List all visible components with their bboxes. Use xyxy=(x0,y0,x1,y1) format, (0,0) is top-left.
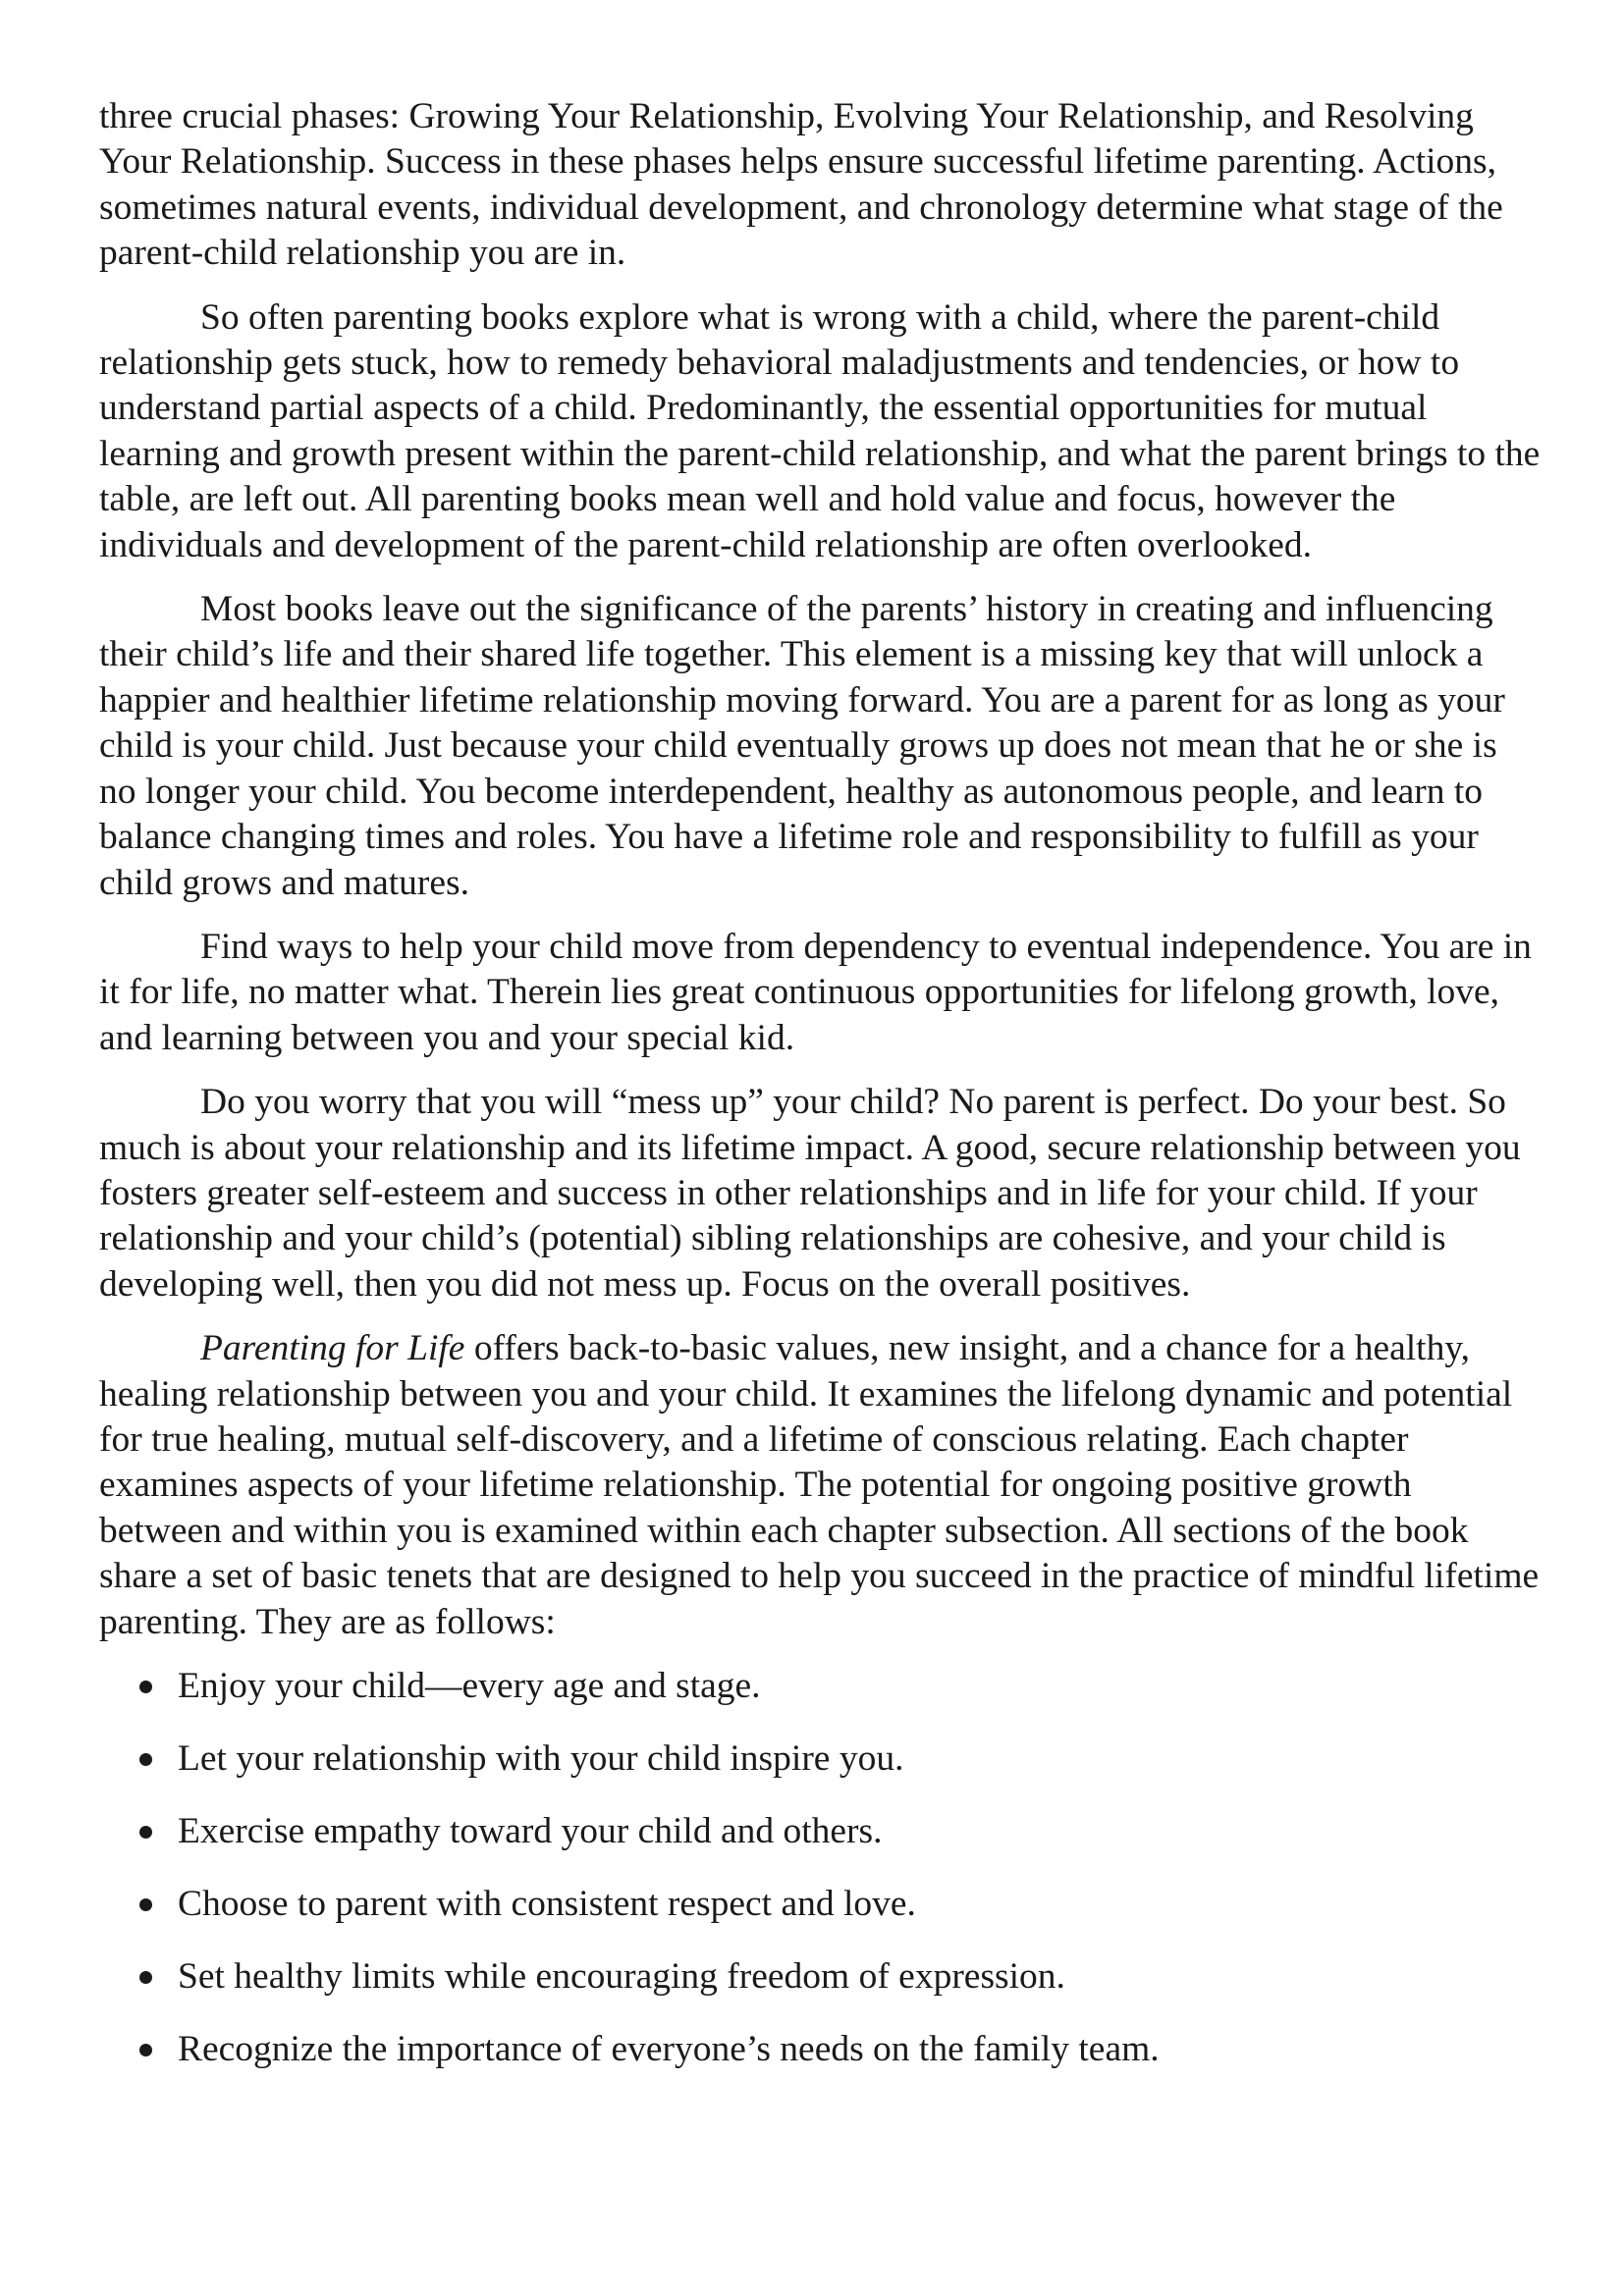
paragraph-independence: Find ways to help your child move from dependency to eventual independence. You are in it for life, no matter what. Therein lies great continuous opportunities for lifelong growth, love, and learning between you and your special kid. xyxy=(99,926,1532,1058)
list-item-text: Recognize the importance of everyone’s needs on the family team. xyxy=(178,2029,1160,2070)
paragraph-parents-history: Most books leave out the significance of the parents’ history in creating and influencing their child’s life and their shared life together. This element is a missing key that will unlock a happier and healthier lifetime relationship moving forward. You are a parent for as long as your child is your child. Just because your child eventually grows up does not mean that he or she is no longer your child. You become interdependent, healthy as autonomous people, and learn to balance changing times and roles. You have a lifetime role and responsibility to fulfill as your child grows and matures. xyxy=(99,589,1505,903)
bullet-icon xyxy=(139,1681,152,1693)
list-item xyxy=(99,1954,1543,2000)
bullet-icon xyxy=(139,1826,152,1839)
paragraph-phases: three crucial phases: Growing Your Relationship, Evolving Your Relationship, and Resolving Your Relationship. Success in these phases helps ensure successful lifetime parenting. Actions, sometimes natural events, individual development, and chronology determine what stage of the parent-child relationship you are in. xyxy=(99,96,1503,274)
list-item-text: Choose to parent with consistent respect and love. xyxy=(178,1884,916,1925)
book-title: Parenting for Life xyxy=(200,1328,465,1369)
list-item xyxy=(99,1809,1543,1854)
paragraph-parenting-books: So often parenting books explore what is wrong with a child, where the parent-child relationship gets stuck, how to remedy behavioral maladjustments and tendencies, or how to understand partial aspects of a child. Predominantly, the essential opportunities for mutual learning and growth present within the parent-child relationship, and what the parent brings to the table, are left out. All parenting books mean well and hold value and focus, however the individuals and development of the parent-child relationship are often overlooked. xyxy=(99,296,1541,565)
paragraph-mess-up: Do you worry that you will “mess up” your child? No parent is perfect. Do your best. So much is about your relationship and its lifetime impact. A good, secure relationship between you fosters greater self-esteem and success in other relationships and in life for your child. If your relationship and your child’s (potential) sibling relationships are cohesive, and your child is developing well, then you did not mess up. Focus on the overall positives. xyxy=(99,1082,1521,1305)
list-item xyxy=(99,1664,1543,1709)
document-page xyxy=(99,94,1543,2101)
bullet-icon xyxy=(139,1753,152,1766)
paragraph-book-intro xyxy=(99,1326,1543,1645)
bullet-icon xyxy=(139,1898,152,1911)
tenets-list xyxy=(99,1664,1543,2073)
bullet-icon xyxy=(139,2044,152,2056)
list-item-text: Set healthy limits while encouraging freedom of expression. xyxy=(178,1956,1065,1998)
list-item-text: Enjoy your child—every age and stage. xyxy=(178,1666,761,1706)
book-intro-text: offers back-to-basic values, new insight, and a chance for a healthy, healing relationship between you and your child. It examines the lifelong dynamic and potential for true healing, mutual self-discovery, and a lifetime of conscious relating. Each chapter examines aspects of your lifetime relationship. The potential for ongoing positive growth between and within you is examined within each chapter subsection. All sections of the book share a set of basic tenets that are designed to help you succeed in the practice of mindful lifetime parenting. They are as follows: xyxy=(99,1328,1540,1642)
list-item xyxy=(99,1882,1543,1927)
list-item-text: Let your relationship with your child inspire you. xyxy=(178,1738,904,1780)
list-item xyxy=(99,2027,1543,2072)
bullet-icon xyxy=(139,1971,152,1984)
list-item-text: Exercise empathy toward your child and others. xyxy=(178,1811,883,1852)
list-item xyxy=(99,1736,1543,1782)
